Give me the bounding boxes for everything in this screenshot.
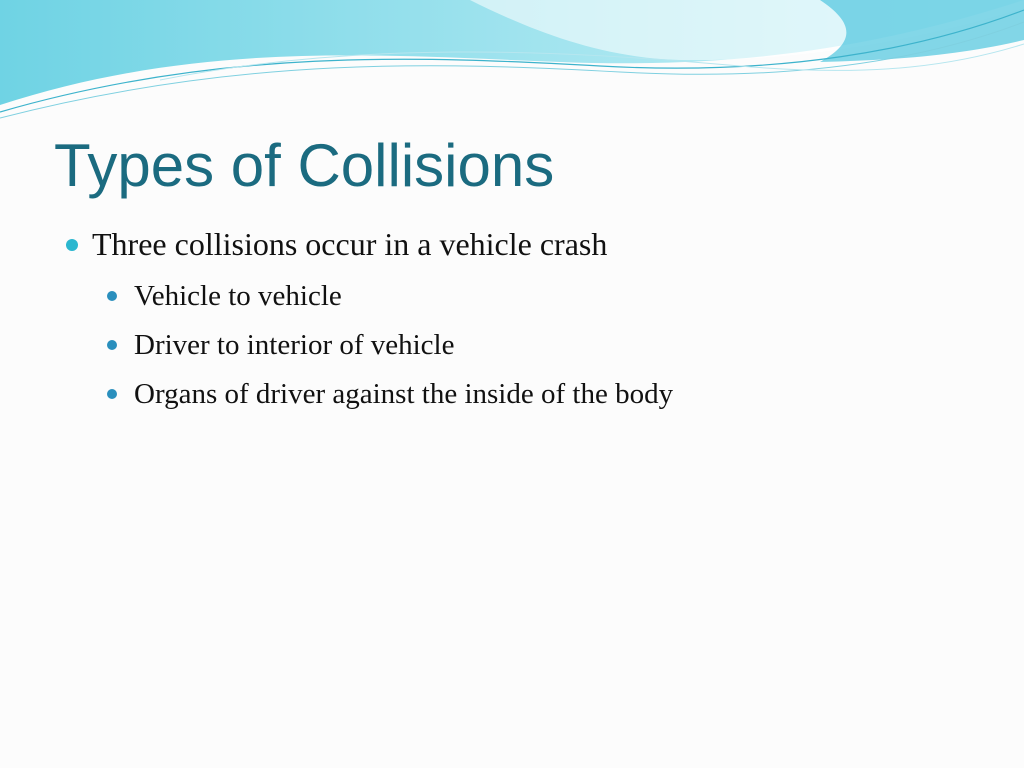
- sub-bullet-list: [104, 272, 962, 419]
- sub-bullet-dot-icon: [107, 389, 117, 399]
- bullet-dot-icon: [66, 239, 78, 251]
- bullet-main-text: Three collisions occur in a vehicle crash: [92, 226, 608, 262]
- bullet-list: [62, 222, 962, 419]
- sub-bullet-item: [104, 272, 962, 321]
- sub-bullet-item: [104, 370, 962, 419]
- slide-title: Types of Collisions: [54, 132, 555, 199]
- wave-header-decoration: [0, 0, 1024, 130]
- sub-bullet-item: [104, 321, 962, 370]
- bullet-main: [62, 222, 962, 266]
- sub-bullet-text: Organs of driver against the inside of the body: [134, 378, 674, 410]
- sub-bullet-text: Vehicle to vehicle: [134, 280, 342, 312]
- sub-bullet-text: Driver to interior of vehicle: [134, 329, 455, 361]
- sub-bullet-dot-icon: [107, 291, 117, 301]
- sub-bullet-dot-icon: [107, 340, 117, 350]
